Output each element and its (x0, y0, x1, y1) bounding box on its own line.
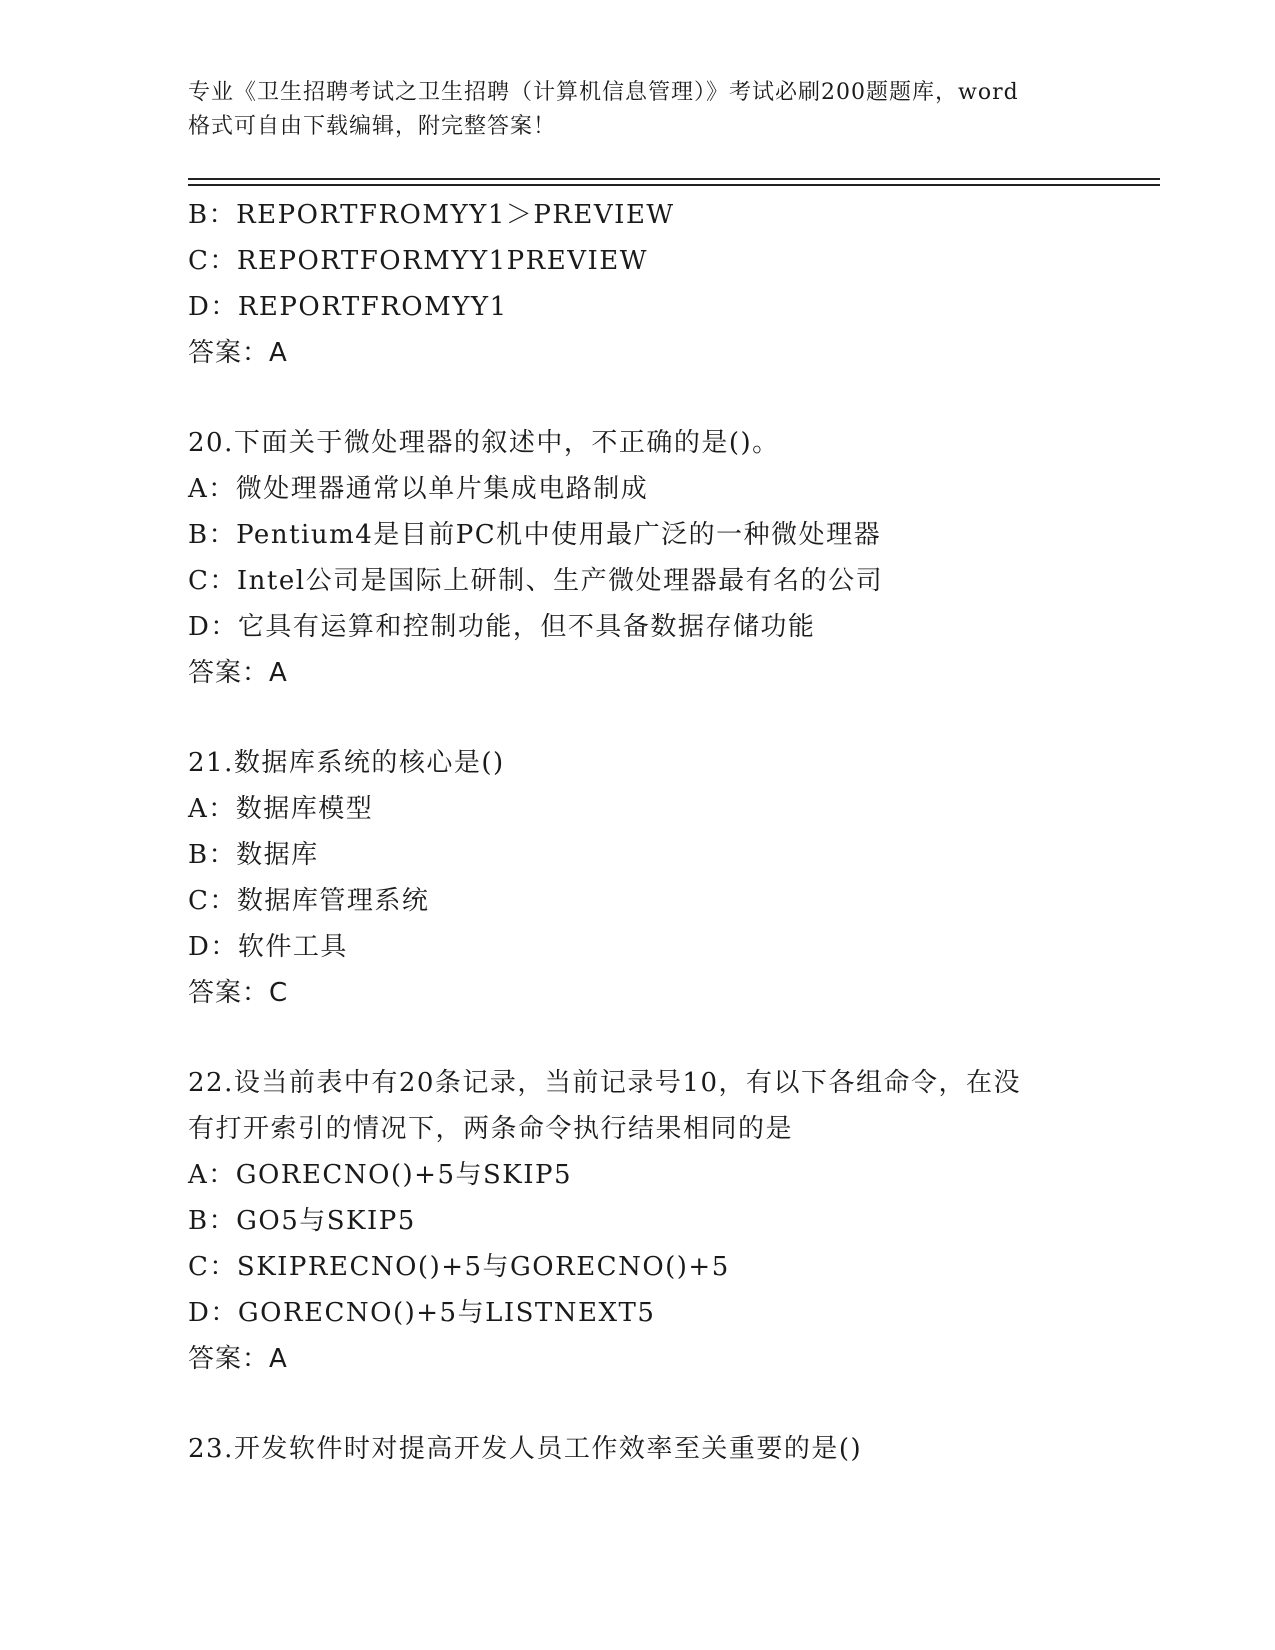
spacer (188, 376, 1148, 420)
question-text-line-2: 有打开索引的情况下，两条命令执行结果相同的是 (188, 1114, 794, 1144)
option-text: SKIPRECNO()+5与GORECNO()+5 (236, 1252, 730, 1282)
option-text: Pentium4是目前PC机中使用最广泛的一种微处理器 (236, 520, 882, 550)
option-a (188, 786, 1148, 832)
option-text: Intel公司是国际上研制、生产微处理器最有名的公司 (236, 566, 884, 596)
option-text: REPORTFROMYY1 (237, 292, 508, 322)
option-letter: B： (188, 200, 237, 230)
option-c (188, 878, 1148, 924)
option-letter: C： (188, 886, 237, 916)
option-text: REPORTFROMYY1＞PREVIEW (236, 200, 675, 230)
option-d (188, 604, 1148, 650)
option-c (188, 238, 1148, 284)
option-text: GO5与SKIP5 (236, 1206, 416, 1236)
option-letter: C： (188, 1252, 237, 1282)
spacer (188, 696, 1148, 740)
option-letter: D： (188, 1298, 238, 1328)
document-header (188, 76, 1088, 144)
option-text: 软件工具 (237, 932, 348, 962)
question-20-block (188, 420, 1148, 696)
question-content (188, 192, 1148, 1472)
option-text: 数据库管理系统 (236, 886, 430, 916)
option-d (188, 924, 1148, 970)
answer-line: 答案：C (188, 978, 289, 1008)
answer-line: 答案：A (188, 1344, 288, 1374)
option-b (188, 512, 1148, 558)
option-b (188, 192, 1148, 238)
question-23-block (188, 1426, 1148, 1472)
option-text: 微处理器通常以单片集成电路制成 (235, 474, 649, 504)
option-d (188, 1290, 1148, 1336)
option-letter: D： (188, 292, 238, 322)
option-letter: A： (188, 1160, 236, 1190)
spacer (188, 1016, 1148, 1060)
question-text: 23.开发软件时对提高开发人员工作效率至关重要的是() (188, 1434, 863, 1464)
question-22-block (188, 1060, 1148, 1382)
option-letter: C： (188, 566, 237, 596)
header-line-1: 专业《卫生招聘考试之卫生招聘（计算机信息管理）》考试必刷200题题库，word (188, 80, 1019, 105)
option-text: 它具有运算和控制功能，但不具备数据存储功能 (237, 612, 816, 642)
header-line-2: 格式可自由下载编辑，附完整答案！ (188, 114, 557, 139)
spacer (188, 1382, 1148, 1426)
answer-line: 答案：A (188, 658, 288, 688)
option-b (188, 1198, 1148, 1244)
header-rule-top (188, 178, 1160, 180)
question-text: 21.数据库系统的核心是() (188, 748, 505, 778)
option-letter: A： (188, 474, 236, 504)
option-a (188, 466, 1148, 512)
question-21-block (188, 740, 1148, 1016)
option-text: GORECNO()+5与LISTNEXT5 (237, 1298, 656, 1328)
answer-line: 答案：A (188, 338, 288, 368)
option-c (188, 1244, 1148, 1290)
option-letter: B： (188, 840, 237, 870)
option-c (188, 558, 1148, 604)
option-d (188, 284, 1148, 330)
option-text: 数据库 (236, 840, 319, 870)
option-letter: D： (188, 612, 238, 642)
option-letter: B： (188, 1206, 237, 1236)
option-text: GORECNO()+5与SKIP5 (235, 1160, 573, 1190)
option-text: 数据库模型 (235, 794, 374, 824)
option-letter: C： (188, 246, 237, 276)
option-letter: D： (188, 932, 238, 962)
question-text-line-1: 22.设当前表中有20条记录，当前记录号10，有以下各组命令，在没 (188, 1068, 1022, 1098)
question-text: 20.下面关于微处理器的叙述中，不正确的是()。 (188, 428, 780, 458)
option-letter: B： (188, 520, 237, 550)
option-text: REPORTFORMYY1PREVIEW (236, 246, 648, 276)
header-rule-bottom (188, 184, 1160, 186)
question-19-block (188, 192, 1148, 376)
option-a (188, 1152, 1148, 1198)
option-b (188, 832, 1148, 878)
option-letter: A： (188, 794, 236, 824)
